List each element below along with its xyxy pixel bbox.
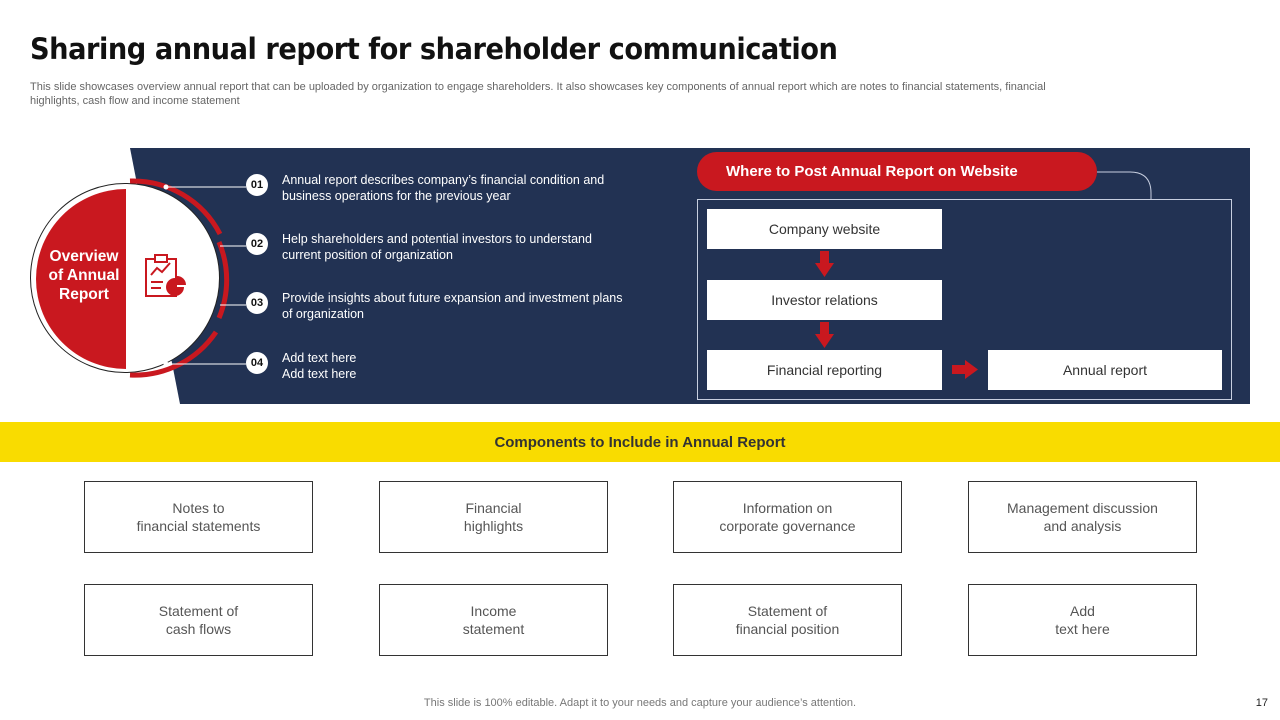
component-item: Add text here [968,584,1197,656]
point-number: 01 [246,174,268,196]
footer-note: This slide is 100% editable. Adapt it to your needs and capture your audience’s attention. [423,697,857,709]
point-text: Provide insights about future expansion and investment plans of organization [282,291,623,321]
component-item: Management discussion and analysis [968,481,1197,553]
point-text: Annual report describes company’s financial condition and business operations for the previous year [282,173,605,203]
point-text: Add text here Add text here [282,351,357,381]
page-number: 17 [1255,697,1268,709]
component-item: Financial highlights [379,481,608,553]
slide-title: Sharing annual report for shareholder communication [30,32,838,66]
overview-label: Overview of Annual Report [48,248,120,303]
arrow-down-icon [815,322,834,348]
step-company-website: Company website [707,209,942,249]
step-annual-report: Annual report [988,350,1222,390]
point-number: 04 [246,352,268,374]
point-number: 03 [246,292,268,314]
slide-subtitle: This slide showcases overview annual report that can be uploaded by organization to engage shareholders. It also showcases key components of annual report which are notes to financial statements, financial highlights, cash flow and income statement [30,81,1046,107]
step-financial-reporting: Financial reporting [707,350,942,390]
step-investor-relations: Investor relations [707,280,942,320]
components-header: Components to Include in Annual Report [0,422,1280,462]
point-number: 02 [246,233,268,255]
component-item: Statement of cash flows [84,584,313,656]
component-item: Information on corporate governance [673,481,902,553]
component-item: Statement of financial position [673,584,902,656]
arrow-right-icon [952,360,978,379]
arrow-down-icon [815,251,834,277]
component-item: Notes to financial statements [84,481,313,553]
post-location-header: Where to Post Annual Report on Website [697,152,1097,191]
component-item: Income statement [379,584,608,656]
point-text: Help shareholders and potential investors to understand current position of organization [282,232,592,262]
